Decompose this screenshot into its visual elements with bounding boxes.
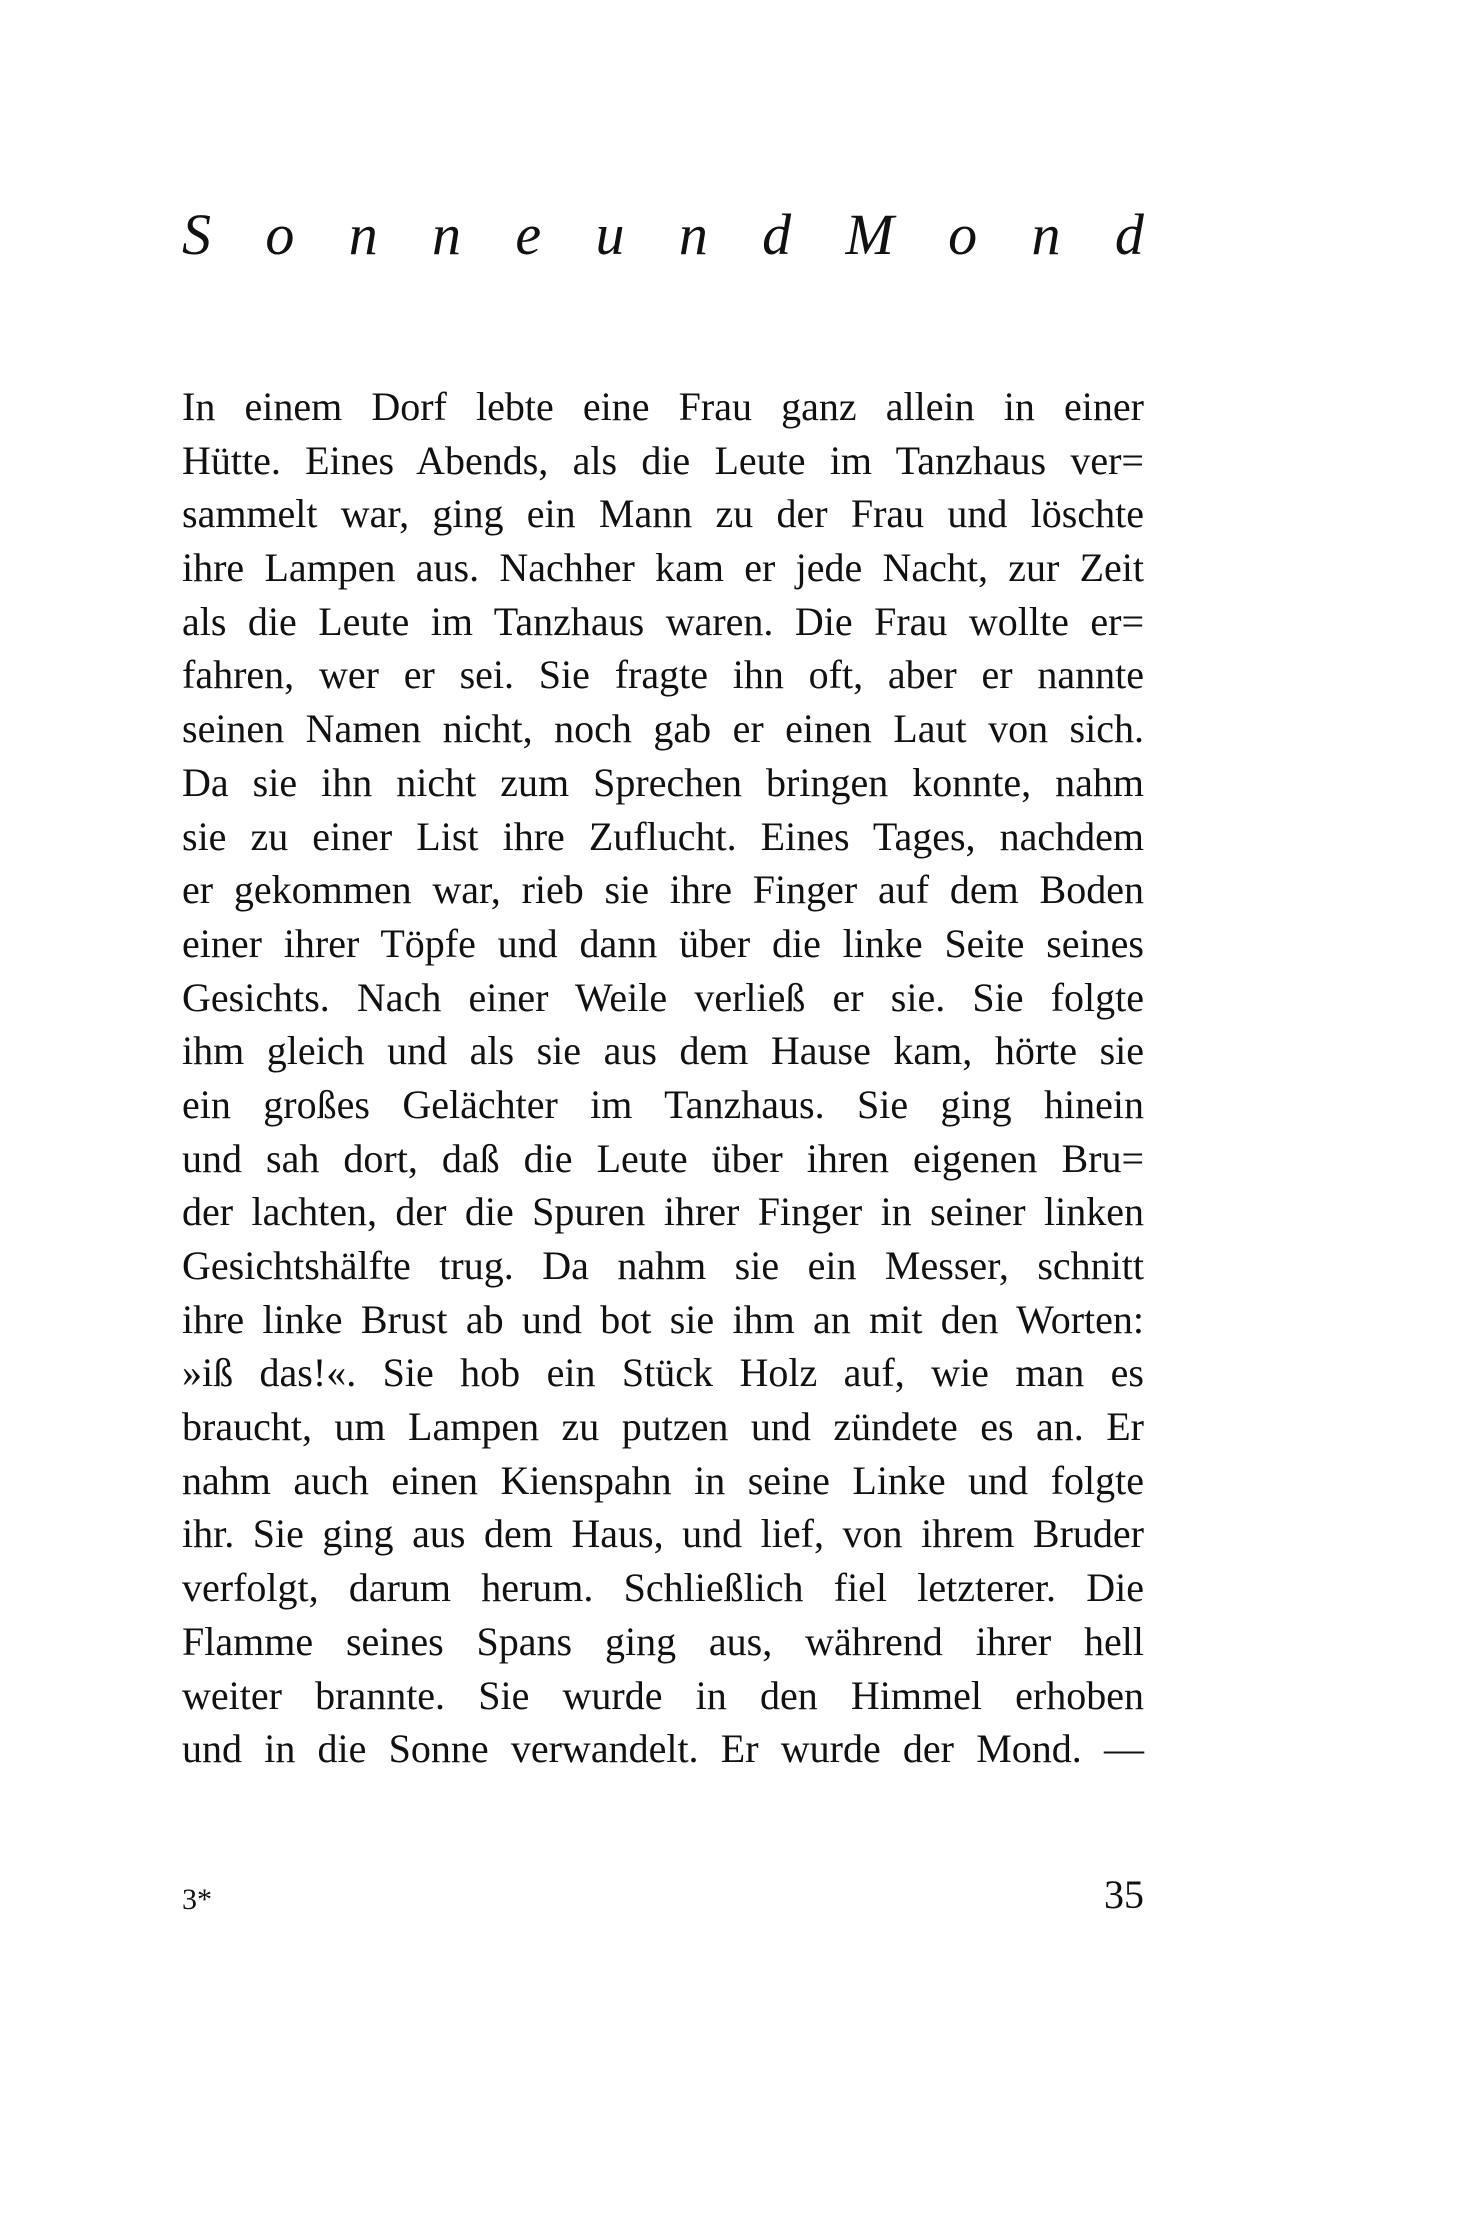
text-line: sie zu einer List ihre Zuflucht. Eines Tages, nachdem <box>182 813 1144 859</box>
text-line: ihre linke Brust ab und bot sie ihm an mit den Worten: <box>182 1296 1144 1342</box>
title-letter: d <box>762 202 792 267</box>
page-title <box>182 190 1144 280</box>
text-line: sammelt war, ging ein Mann zu der Frau und löschte <box>182 491 1144 537</box>
title-letter: n <box>348 202 378 267</box>
text-line: seinen Namen nicht, noch gab er einen Laut von sich. <box>182 706 1144 752</box>
text-line: Flamme seines Spans ging aus, während ihrer hell <box>182 1618 1144 1664</box>
title-letter: S <box>182 202 211 267</box>
title-letter: o <box>948 202 978 267</box>
story-text <box>182 380 1144 1776</box>
printer-signature: 3* <box>182 1883 212 1916</box>
text-line: Da sie ihn nicht zum Sprechen bringen konnte, nahm <box>182 759 1144 805</box>
text-line: Gesichtshälfte trug. Da nahm sie ein Messer, schnitt <box>182 1243 1144 1288</box>
text-line: ihr. Sie ging aus dem Haus, und lief, von ihrem Bruder <box>182 1511 1144 1557</box>
text-line: und in die Sonne verwandelt. Er wurde der Mond. — <box>182 1726 1144 1772</box>
title-letter: n <box>432 202 462 267</box>
text-line: ihm gleich und als sie aus dem Hause kam, hörte sie <box>182 1028 1144 1074</box>
text-line: Hütte. Eines Abends, als die Leute im Tanzhaus ver= <box>182 437 1144 483</box>
title-letter: d <box>1114 202 1144 267</box>
text-line: weiter brannte. Sie wurde in den Himmel erhoben <box>182 1672 1144 1718</box>
text-line: braucht, um Lampen zu putzen und zündete es an. Er <box>182 1404 1144 1450</box>
text-line: ein großes Gelächter im Tanzhaus. Sie ging hinein <box>182 1081 1144 1127</box>
text-line: In einem Dorf lebte eine Frau ganz allein in einer <box>182 384 1144 429</box>
title-letter: u <box>595 202 625 267</box>
text-line: verfolgt, darum herum. Schließlich fiel letzterer. Die <box>182 1565 1144 1611</box>
title-letter: n <box>678 202 708 267</box>
page-number: 35 <box>1104 1872 1144 1917</box>
title-letter: n <box>1031 202 1061 267</box>
text-line: nahm auch einen Kienspahn in seine Linke und folgte <box>182 1457 1144 1503</box>
text-line: und sah dort, daß die Leute über ihren eigenen Bru= <box>182 1135 1144 1181</box>
text-line: ihre Lampen aus. Nachher kam er jede Nacht, zur Zeit <box>182 545 1144 591</box>
text-line: einer ihrer Töpfe und dann über die linke Seite seines <box>182 920 1144 966</box>
text-line: als die Leute im Tanzhaus waren. Die Frau wollte er= <box>182 598 1144 644</box>
text-line: fahren, wer er sei. Sie fragte ihn oft, aber er nannte <box>182 652 1144 698</box>
text-line: »iß das!«. Sie hob ein Stück Holz auf, wie man es <box>182 1350 1144 1396</box>
title-letter: o <box>265 202 295 267</box>
text-line: er gekommen war, rieb sie ihre Finger auf dem Boden <box>182 867 1144 913</box>
text-line: der lachten, der die Spuren ihrer Finger in seiner linken <box>182 1189 1144 1235</box>
text-line: Gesichts. Nach einer Weile verließ er sie. Sie folgte <box>182 974 1144 1020</box>
title-letter: M <box>845 202 894 267</box>
title-letter: e <box>515 202 542 267</box>
